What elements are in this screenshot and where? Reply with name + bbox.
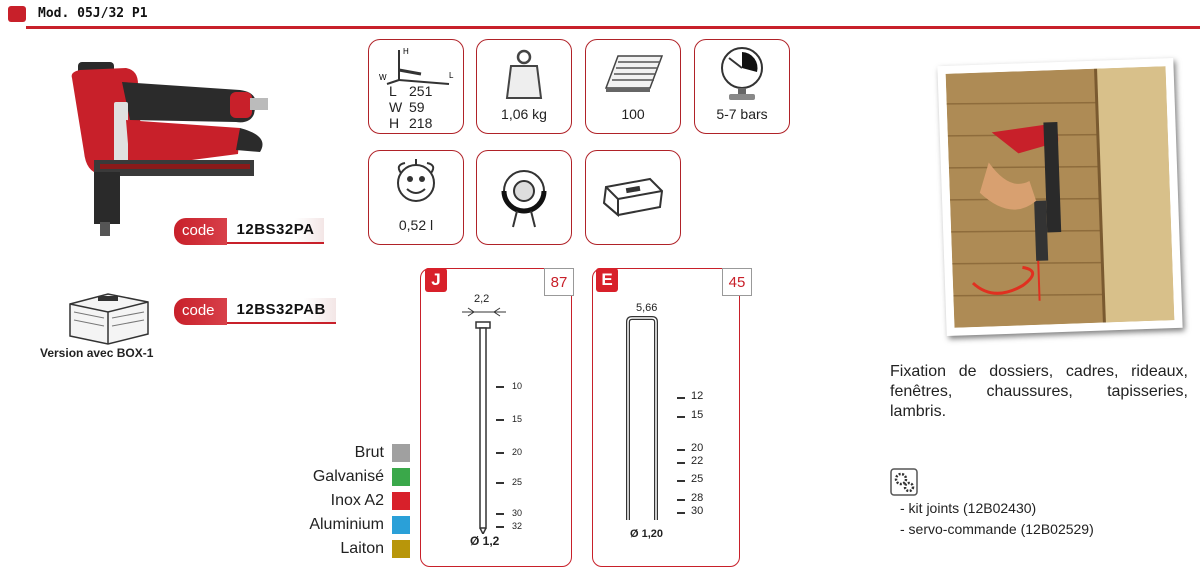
finish-label: Brut [354,444,384,461]
header-marker [8,6,26,22]
length-tick-label: 20 [691,442,704,454]
nail-strip-icon [600,50,666,96]
model-label: Mod. [38,6,70,21]
code-tag-box [174,298,336,324]
air-value: 0,52 l [398,217,434,233]
finish-legend [270,441,410,561]
axis-w-label: W [379,73,387,82]
tick-mark [496,482,504,484]
catalog-page-ref-j: 87 [544,268,574,296]
box-version-label: Version avec BOX-1 [40,346,154,360]
tick-mark [677,397,685,399]
accessory-item: - kit joints (12B02430) [900,500,1037,516]
finish-item [270,513,410,537]
length-tick-label: 25 [512,477,523,487]
finish-swatch [392,492,410,510]
tick-mark [496,513,504,515]
finish-item [270,537,410,561]
air-consumption-icon [391,155,441,211]
carry-case-icon [600,173,666,219]
length-tick-label: 10 [512,381,523,391]
code-value: 12BS32PAB [227,298,336,324]
tick-mark [496,452,504,454]
staple-type-badge-e: E [596,268,618,292]
accessories-list [900,498,1094,540]
spec-weight [476,39,572,134]
wire-diameter-j: Ø 1,2 [470,534,500,548]
dimensions-axes-icon [377,44,457,88]
tick-mark [677,462,685,464]
dim-key: H [389,115,400,131]
tick-mark [496,526,504,528]
finish-label: Aluminium [309,516,384,533]
wire-diameter-e: Ø 1,20 [630,528,664,540]
tick-mark [496,419,504,421]
rotating-exhaust-icon [495,163,553,229]
finish-item [270,489,410,513]
header-rule [26,26,1200,29]
spec-dimensions [368,39,464,134]
code-value: 12BS32PA [227,218,325,244]
nailer-image [60,32,300,242]
spec-air-consumption [368,150,464,245]
length-tick-label: 15 [512,414,523,424]
spec-rotating-exhaust [476,150,572,245]
length-tick-label: 20 [512,447,523,457]
finish-swatch [392,516,410,534]
pressure-value: 5-7 bars [716,106,768,122]
dim-key: L [389,83,397,99]
finish-swatch [392,468,410,486]
axis-h-label: H [403,47,409,56]
capacity-value: 100 [621,106,645,122]
accessories-gear-icon [890,468,918,496]
staple-card-e [592,268,740,567]
weight-value: 1,06 kg [501,106,547,122]
code-label: code [174,218,227,245]
dim-length: 251 [409,83,433,99]
tick-mark [677,499,685,501]
staple-type-badge-j: J [425,268,447,292]
catalog-page-ref-e: 45 [722,268,752,296]
finish-item [270,441,410,465]
finish-label: Laiton [340,540,384,557]
application-description: Fixation de dossiers, cadres, rideaux, fenêtres, chaussures, tapisseries, lambris. [890,363,1188,420]
model-title [38,6,148,21]
tick-mark [677,449,685,451]
length-tick-label: 12 [691,390,704,402]
pressure-gauge-icon [717,44,767,102]
accessory-item: - servo-commande (12B02529) [900,521,1094,537]
length-tick-label: 30 [691,505,704,517]
length-tick-label: 28 [691,492,704,504]
finish-item [270,465,410,489]
staple-width-j: 2,2 [474,293,490,305]
length-tick-label: 30 [512,508,523,518]
length-tick-label: 22 [691,455,704,467]
length-tick-label: 25 [691,473,704,485]
code-tag-standard [174,218,324,244]
finish-swatch [392,444,410,462]
weight-icon [505,48,543,100]
dim-height: 218 [409,115,433,131]
staple-width-e: 5,66 [636,302,658,314]
tick-mark [496,386,504,388]
spec-pressure [694,39,790,134]
code-label: code [174,298,227,325]
tick-mark [677,480,685,482]
application-photo [937,58,1182,336]
dim-width: 59 [409,99,425,115]
length-tick-label: 32 [512,521,523,531]
axis-l-label: L [449,71,454,80]
box-case-icon [62,290,154,346]
model-number: 05J/32 P1 [77,6,148,21]
dim-key: W [389,99,403,115]
spec-capacity [585,39,681,134]
tick-mark [677,512,685,514]
spec-case [585,150,681,245]
usage-photo-image [946,66,1175,328]
dimension-values [389,83,432,131]
length-tick-label: 15 [691,409,704,421]
finish-swatch [392,540,410,558]
staple-diagram [624,314,660,524]
finish-label: Inox A2 [330,492,384,509]
finish-label: Galvanisé [312,468,384,485]
tick-mark [677,416,685,418]
